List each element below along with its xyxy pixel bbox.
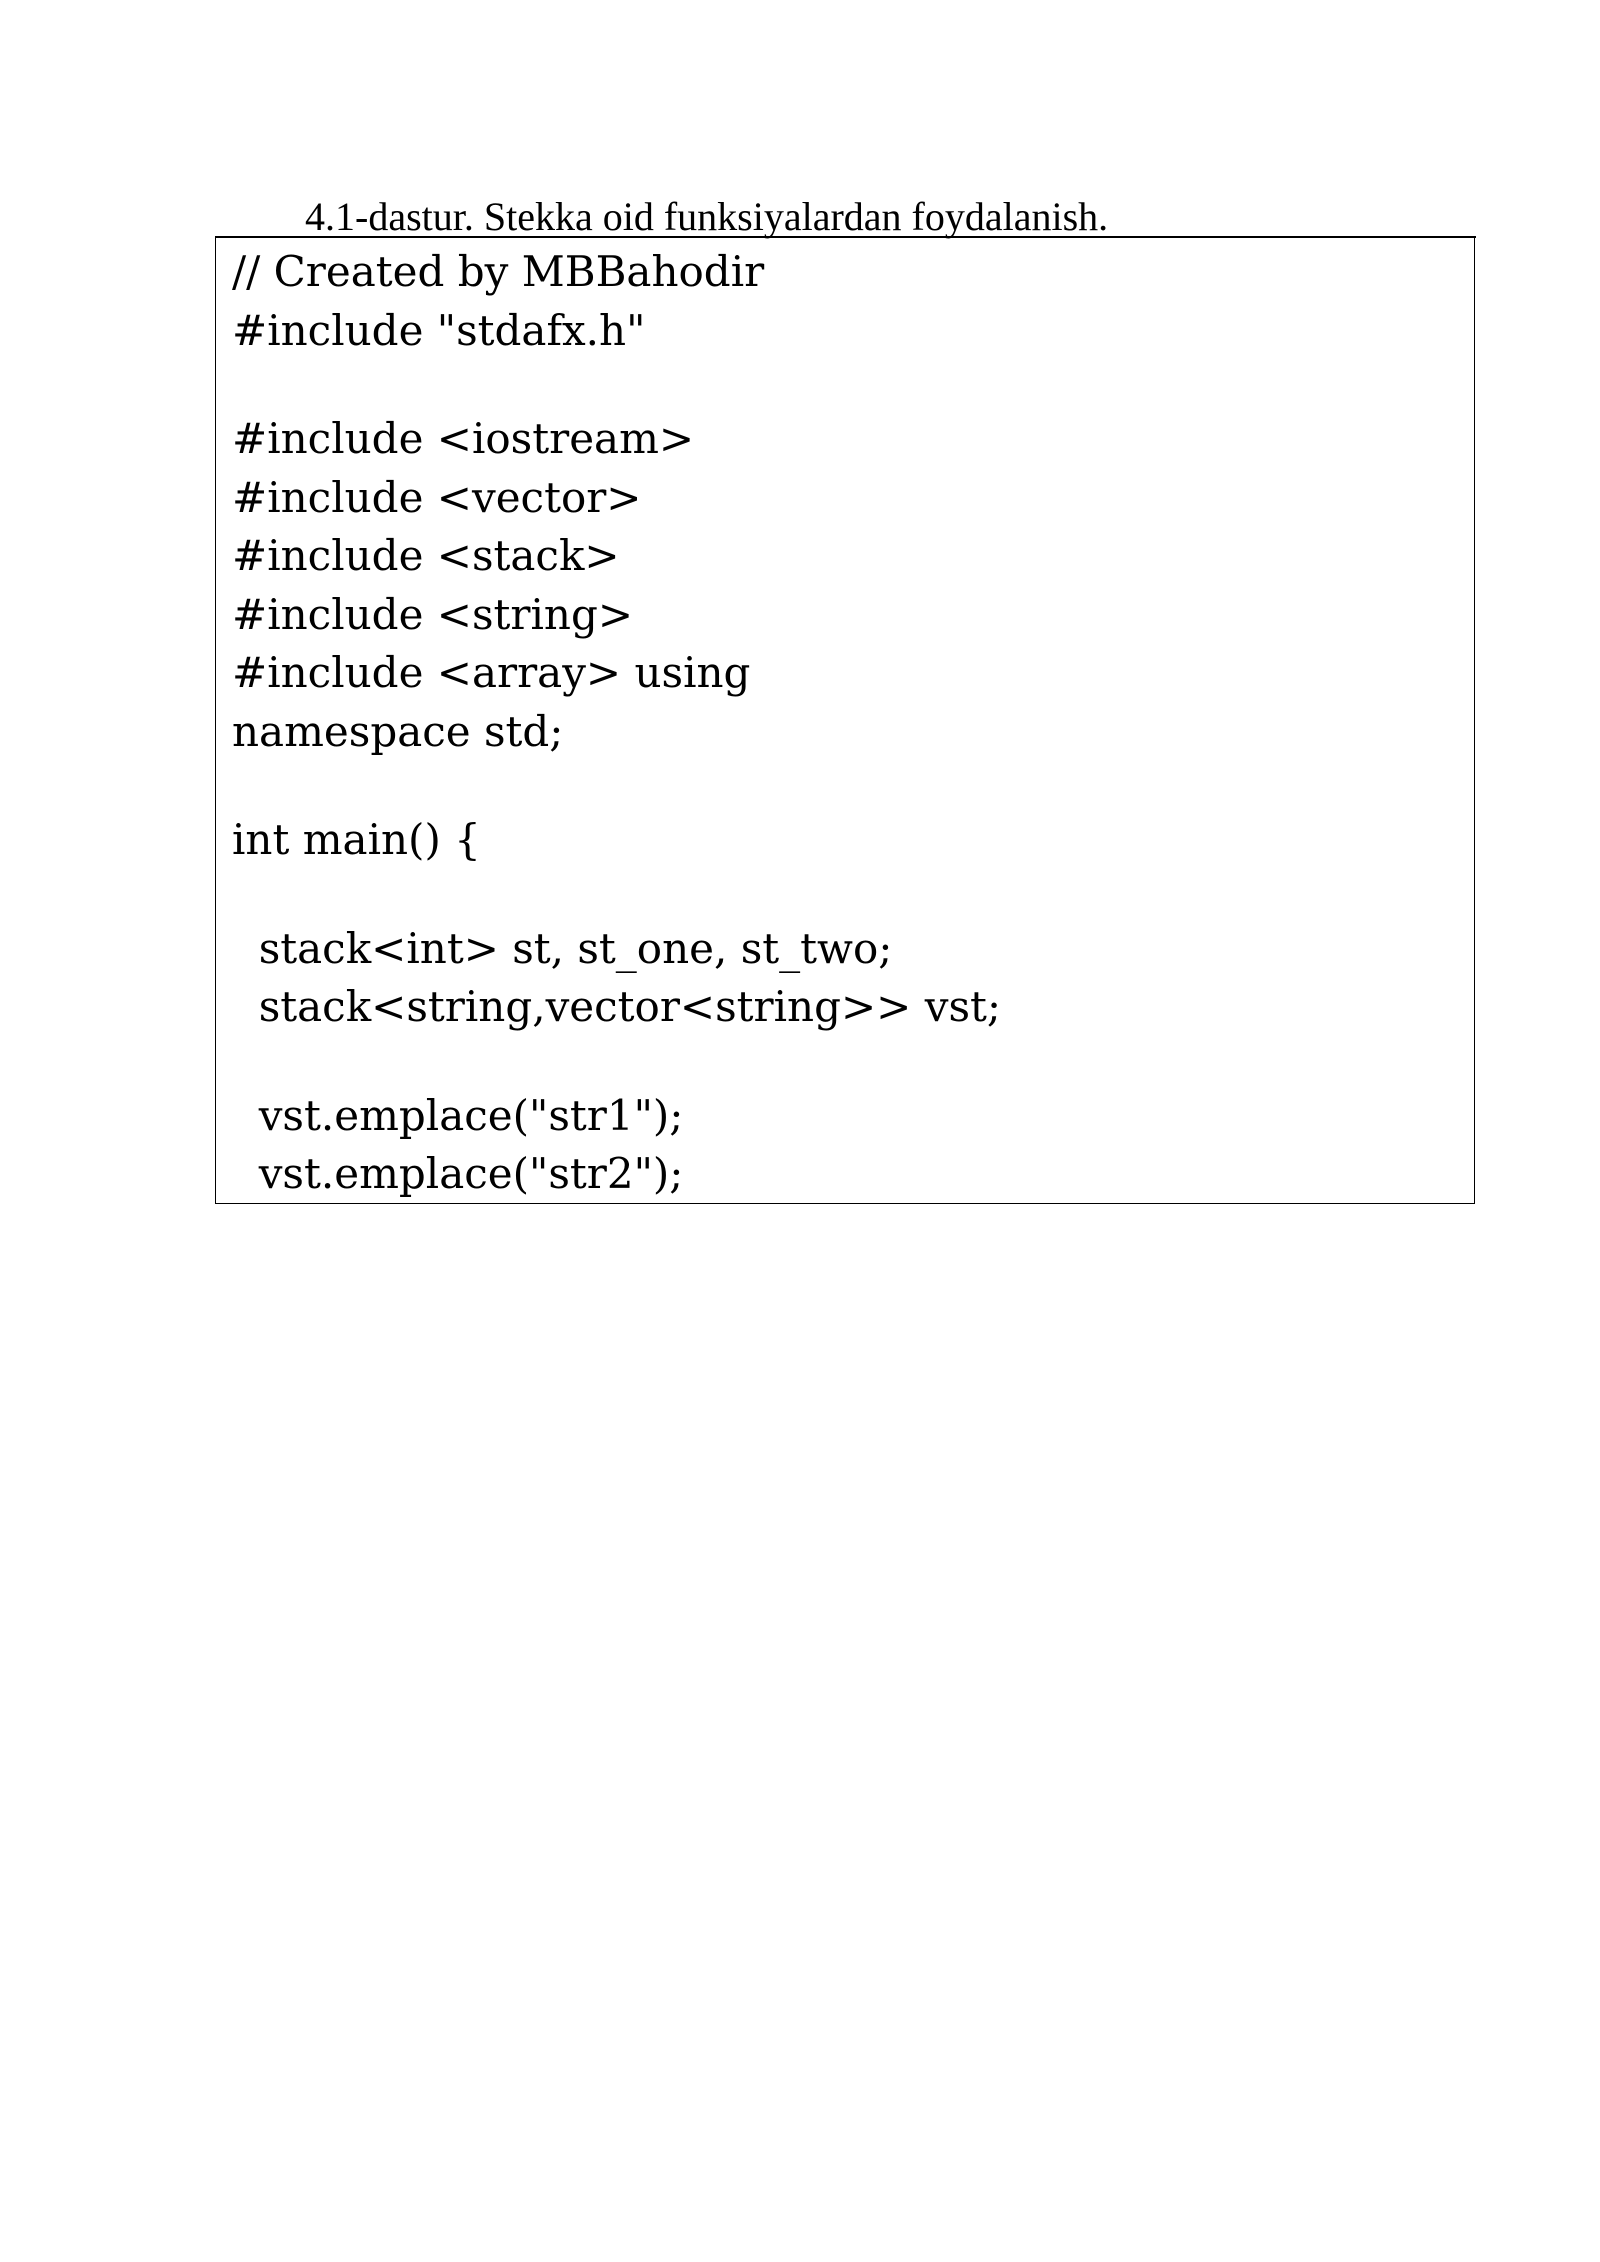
code-line: namespace std;	[232, 706, 564, 756]
code-line-blank	[232, 761, 1001, 811]
code-line: vst.emplace("str1");	[232, 1090, 684, 1140]
listing-caption: 4.1-dastur. Stekka oid funksiyalardan foydalanish.	[305, 194, 1109, 239]
code-line: #include <array> using	[232, 648, 751, 697]
code-line: #include <vector>	[232, 472, 642, 522]
code-listing-box	[215, 238, 1475, 1204]
code-lines	[232, 243, 1001, 1204]
code-line: #include "stdafx.h"	[232, 305, 646, 355]
code-line: stack<string,vector<string>> vst;	[232, 982, 1002, 1031]
code-line: int main() {	[232, 815, 481, 864]
code-line: #include <stack>	[232, 531, 620, 580]
code-line: #include <string>	[232, 589, 634, 639]
code-line: stack<int> st, st_one, st_two;	[232, 923, 893, 973]
code-line: vst.emplace("str2");	[232, 1149, 684, 1198]
code-line-blank	[232, 870, 1001, 920]
code-line-blank	[232, 360, 1001, 410]
code-line: #include <iostream>	[232, 414, 695, 463]
code-line-blank	[232, 1037, 1001, 1087]
code-line: // Created by MBBahodir	[232, 247, 765, 296]
